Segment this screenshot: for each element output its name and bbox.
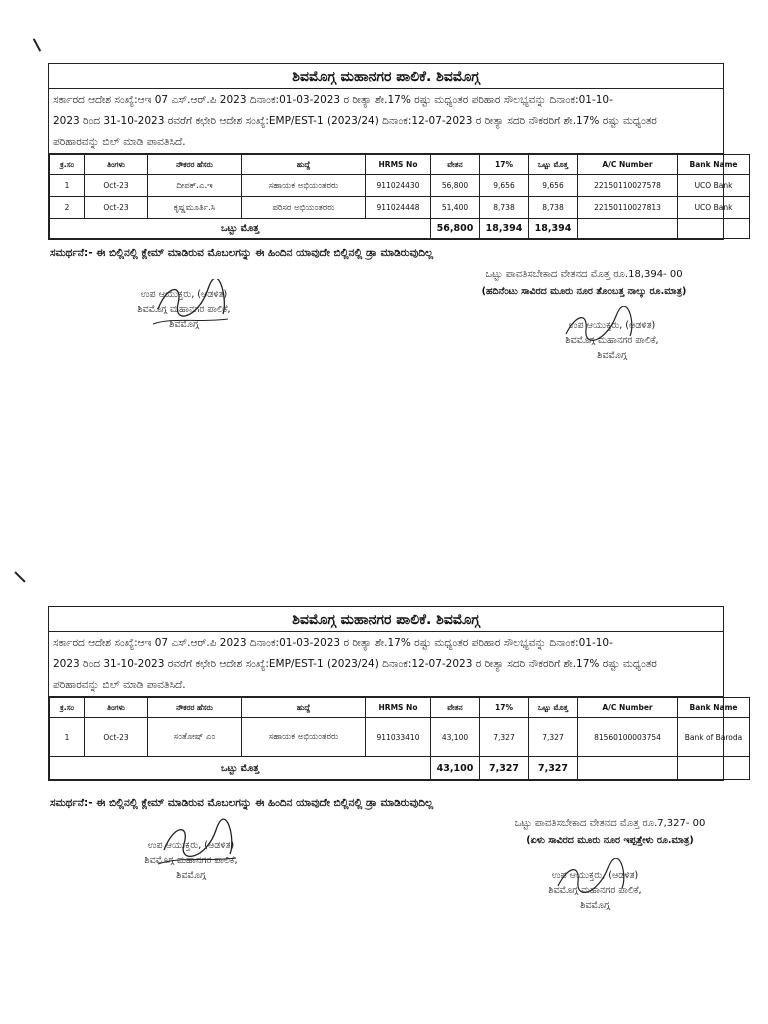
signature-scribble <box>154 818 244 868</box>
cell-designation: ಪರಿಸರ ಅಭಿಯಂತರರು <box>242 197 366 219</box>
signatory-office: ಶಿವಮೊಗ್ಗ ಮಹಾನಗರ ಪಾಲಿಕೆ, <box>144 855 238 866</box>
order-paragraph <box>49 89 723 154</box>
total-label: ಒಟ್ಟು ಮೊತ್ತ <box>50 219 431 239</box>
cell-percent: 7,327 <box>480 718 529 757</box>
header-salary: ವೇತನ <box>431 155 480 175</box>
cell-sl-no: 1 <box>50 718 85 757</box>
paragraph-line: ಸರ್ಕಾರದ ಆದೇಶ ಸಂಖ್ಯೆ:ಆಇ 07 ಎಸ್.ಆರ್.ಪಿ 2023 ದಿನಾಂಕ:01-03-2023 ರ ರೀತ್ಯಾ ಶೇ.17% ರಷ್ಟು ಮಧ್ಯಂತರ ಪರಿಹಾರ ಸೌಲಭ್ಯವನ್ನು ದಿನಾಂಕ:01-10- <box>53 94 613 106</box>
empty-cell <box>578 757 678 780</box>
header-month: ತಿಂಗಳು <box>85 155 148 175</box>
document-title: ಶಿವಮೊಗ್ಗ ಮಹಾನಗರ ಪಾಲಿಕೆ. ಶಿವಮೊಗ್ಗ <box>49 64 723 89</box>
cell-employee-name: ಕೃಷ್ಣಮೂರ್ತಿ.ಸಿ <box>148 197 242 219</box>
cell-ac-number: 81560100003754 <box>578 718 678 757</box>
empty-cell <box>578 219 678 239</box>
signatory-place: ಶಿವಮೊಗ್ಗ <box>176 870 206 881</box>
header-total: ಒಟ್ಟು ಮೊತ್ತ <box>529 698 578 718</box>
cell-bank-name: Bank of Baroda <box>678 718 750 757</box>
total-percent: 18,394 <box>480 219 529 239</box>
signature-block-right <box>528 318 696 363</box>
paragraph-line: ಸರ್ಕಾರದ ಆದೇಶ ಸಂಖ್ಯೆ:ಆಇ 07 ಎಸ್.ಆರ್.ಪಿ 2023 ದಿನಾಂಕ:01-03-2023 ರ ರೀತ್ಯಾ ಶೇ.17% ರಷ್ಟು ಮಧ್ಯಂತರ ಪರಿಹಾರ ಸೌಲಭ್ಯವನ್ನು ದಿನಾಂಕ:01-10- <box>53 637 613 649</box>
cell-month: Oct-23 <box>85 718 148 757</box>
table-row <box>50 175 750 197</box>
cell-employee-name: ಸಂತೋಷ್ ಎಂ <box>148 718 242 757</box>
signatory-office: ಶಿವಮೊಗ್ಗ ಮಹಾನಗರ ಪಾಲಿಕೆ, <box>565 335 659 346</box>
signature-scribble <box>558 306 648 346</box>
cell-ac-number: 22150110027578 <box>578 175 678 197</box>
header-sl-no: ಕ್ರ.ಸಂ <box>50 698 85 718</box>
cell-employee-name: ದೀಪಕ್.ಎ.ಇ <box>148 175 242 197</box>
cell-sl-no: 2 <box>50 197 85 219</box>
net-payable <box>470 818 750 846</box>
cell-salary: 51,400 <box>431 197 480 219</box>
signature-block-right <box>510 868 680 913</box>
paragraph-line: ಪರಿಹಾರವನ್ನು ಬಿಲ್ ಮಾಡಿ ಪಾವತಿಸಿದೆ. <box>53 679 186 691</box>
cell-hrms-no: 911024448 <box>366 197 431 219</box>
header-total: ಒಟ್ಟು ಮೊತ್ತ <box>529 155 578 175</box>
table-header-row <box>50 155 750 175</box>
cell-hrms-no: 911024430 <box>366 175 431 197</box>
signature-block-left <box>104 838 278 883</box>
header-bank-name: Bank Name <box>678 698 750 718</box>
document-title: ಶಿವಮೊಗ್ಗ ಮಹಾನಗರ ಪಾಲಿಕೆ. ಶಿವಮೊಗ್ಗ <box>49 607 723 632</box>
cell-total: 8,738 <box>529 197 578 219</box>
total-percent: 7,327 <box>480 757 529 780</box>
signatory-designation: ಉಪ ಆಯುಕ್ತರು, (ಆಡಳಿತ) <box>140 289 228 300</box>
scan-mark <box>33 38 41 51</box>
table-header-row <box>50 698 750 718</box>
cell-percent: 9,656 <box>480 175 529 197</box>
signatory-office: ಶಿವಮೊಗ್ಗ ಮಹಾನಗರ ಪಾಲಿಕೆ, <box>548 885 642 896</box>
total-row <box>50 219 750 239</box>
signature-scribble <box>550 858 640 898</box>
header-salary: ವೇತನ <box>431 698 480 718</box>
signature-block-left <box>98 287 270 332</box>
signatory-designation: ಉಪ ಆಯುಕ್ತರು, (ಆಡಳಿತ) <box>551 870 639 881</box>
header-designation: ಹುದ್ದೆ <box>242 698 366 718</box>
header-bank-name: Bank Name <box>678 155 750 175</box>
header-hrms-no: HRMS No <box>366 155 431 175</box>
paragraph-line: 2023 ರಿಂದ 31-10-2023 ರವರೆಗೆ ಕಛೇರಿ ಆದೇಶ ಸಂಖ್ಯೆ:EMP/EST-1 (2023/24) ದಿನಾಂಕ:12-07-2023 ರ ರೀತ್ಯಾ ಸದರಿ ನೌಕರರಿಗೆ ಶೇ.17% ರಷ್ಟು ಮಧ್ಯಂತರ <box>53 658 657 670</box>
bill-document-2 <box>48 606 743 781</box>
cell-ac-number: 22150110027813 <box>578 197 678 219</box>
order-paragraph <box>49 632 723 697</box>
justification-note: ಸಮರ್ಥನೆ:- ಈ ಬಿಲ್ಲಿನಲ್ಲಿ ಕ್ಲೇಮ್ ಮಾಡಿರುವ ಮೊಬಲಗನ್ನು ಈ ಹಿಂದಿನ ಯಾವುದೇ ಬಿಲ್ಲಿನಲ್ಲಿ ಡ್ರಾ ಮಾಡಿರುವುದಿಲ್ಲ <box>50 247 434 259</box>
net-payable-amount: ಒಟ್ಟು ಪಾವತಿಸಬೇಕಾದ ವೇತನದ ಮೊತ್ತ ರೂ.7,327- 00 <box>514 818 706 829</box>
net-payable-amount: ಒಟ್ಟು ಪಾವತಿಸಬೇಕಾದ ವೇತನದ ಮೊತ್ತ ರೂ.18,394- 00 <box>485 269 683 280</box>
empty-cell <box>678 757 750 780</box>
signatory-designation: ಉಪ ಆಯುಕ್ತರು, (ಆಡಳಿತ) <box>147 840 235 851</box>
total-amount: 7,327 <box>529 757 578 780</box>
cell-salary: 43,100 <box>431 718 480 757</box>
header-hrms-no: HRMS No <box>366 698 431 718</box>
header-month: ತಿಂಗಳು <box>85 698 148 718</box>
paragraph-line: ಪರಿಹಾರವನ್ನು ಬಿಲ್ ಮಾಡಿ ಪಾವತಿಸಿದೆ. <box>53 136 186 148</box>
net-payable <box>450 269 718 297</box>
cell-designation: ಸಹಾಯಕ ಅಭಿಯಂತರರು <box>242 718 366 757</box>
total-row <box>50 757 750 780</box>
header-employee-name: ನೌಕರರ ಹೆಸರು <box>148 698 242 718</box>
signatory-designation: ಉಪ ಆಯುಕ್ತರು, (ಆಡಳಿತ) <box>568 320 656 331</box>
header-ac-number: A/C Number <box>578 155 678 175</box>
net-payable-words: (ಏಳು ಸಾವಿರದ ಮೂರು ನೂರ ಇಪ್ಪತ್ತೇಳು ರೂ.ಮಾತ್ರ) <box>526 835 694 846</box>
signatory-place: ಶಿವಮೊಗ್ಗ <box>169 319 199 330</box>
table-row <box>50 718 750 757</box>
header-percent: 17% <box>480 155 529 175</box>
cell-total: 9,656 <box>529 175 578 197</box>
signatory-office: ಶಿವಮೊಗ್ಗ ಮಹಾನಗರ ಪಾಲಿಕೆ, <box>137 304 231 315</box>
cell-salary: 56,800 <box>431 175 480 197</box>
header-employee-name: ನೌಕರರ ಹೆಸರು <box>148 155 242 175</box>
cell-bank-name: UCO Bank <box>678 197 750 219</box>
cell-designation: ಸಹಾಯಕ ಅಭಿಯಂತರರು <box>242 175 366 197</box>
signatory-place: ಶಿವಮೊಗ್ಗ <box>597 350 627 361</box>
header-designation: ಹುದ್ದೆ <box>242 155 366 175</box>
cell-bank-name: UCO Bank <box>678 175 750 197</box>
justification-note: ಸಮರ್ಥನೆ:- ಈ ಬಿಲ್ಲಿನಲ್ಲಿ ಕ್ಲೇಮ್ ಮಾಡಿರುವ ಮೊಬಲಗನ್ನು ಈ ಹಿಂದಿನ ಯಾವುದೇ ಬಿಲ್ಲಿನಲ್ಲಿ ಡ್ರಾ ಮಾಡಿರುವುದಿಲ್ಲ <box>50 797 434 809</box>
cell-total: 7,327 <box>529 718 578 757</box>
table-row <box>50 197 750 219</box>
scan-mark <box>14 571 25 582</box>
bill-document-1 <box>48 63 738 240</box>
empty-cell <box>678 219 750 239</box>
paragraph-line: 2023 ರಿಂದ 31-10-2023 ರವರೆಗೆ ಕಛೇರಿ ಆದೇಶ ಸಂಖ್ಯೆ:EMP/EST-1 (2023/24) ದಿನಾಂಕ:12-07-2023 ರ ರೀತ್ಯಾ ಸದರಿ ನೌಕರರಿಗೆ ಶೇ.17% ರಷ್ಟು ಮಧ್ಯಂತರ <box>53 115 657 127</box>
cell-sl-no: 1 <box>50 175 85 197</box>
cell-month: Oct-23 <box>85 175 148 197</box>
total-label: ಒಟ್ಟು ಮೊತ್ತ <box>50 757 431 780</box>
net-payable-words: (ಹದಿನೆಂಟು ಸಾವಿರದ ಮೂರು ನೂರ ತೊಂಬತ್ತ ನಾಲ್ಕು ರೂ.ಮಾತ್ರ) <box>481 286 687 297</box>
signatory-place: ಶಿವಮೊಗ್ಗ <box>580 900 610 911</box>
salary-table <box>49 697 750 780</box>
cell-hrms-no: 911033410 <box>366 718 431 757</box>
cell-month: Oct-23 <box>85 197 148 219</box>
total-amount: 18,394 <box>529 219 578 239</box>
header-sl-no: ಕ್ರ.ಸಂ <box>50 155 85 175</box>
total-salary: 43,100 <box>431 757 480 780</box>
header-ac-number: A/C Number <box>578 698 678 718</box>
cell-percent: 8,738 <box>480 197 529 219</box>
header-percent: 17% <box>480 698 529 718</box>
total-salary: 56,800 <box>431 219 480 239</box>
salary-table <box>49 154 750 239</box>
signature-scribble <box>148 279 238 329</box>
